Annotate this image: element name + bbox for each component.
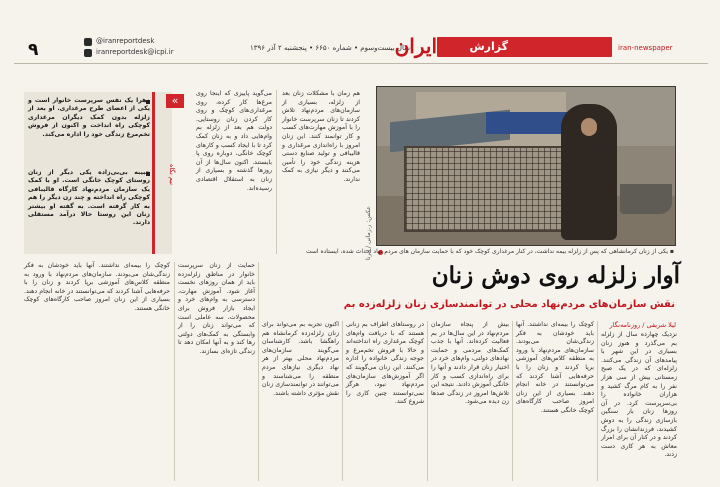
photo-caption: ▪ یکی از زنان کرمانشاهی که پس از زلزله بیمه نداشت، در کنار مرغداری کوچک خود که با حمایت سازمان های مردم نهاد احداث شده، ایستاده است: [305, 248, 674, 255]
social-handle[interactable]: @iranreportdesk: [96, 37, 155, 45]
sidebar-item-1: زهرا یک نفس سرپرست خانوار است و یکی از اعضای طرح مرغداری. او بعد از زلزله بدون کمک دیگران مرغداری کوچکی راه انداخت و اکنون از فروش تخم‌مرغ زندگی خود را اداره می‌کند.: [28, 97, 150, 138]
photo-frame: [376, 86, 676, 246]
body-column-2: کوچک را بیمه‌ای نداشتند. آنها باید خودشان به فکر زندگی‌شان می‌بودند. سازمان‌های مردم‌نهاد با ورود به منطقه کلاس‌های آموزشی برپا کردند و زنان را با حرفه‌هایی آشنا کردند که می‌توانستند در خانه انجام دهند. بسیاری از این زنان امروز صاحب کارگاه‌های کوچک خانگی هستند.: [516, 321, 594, 414]
sidebar-label: نیم نگاه: [168, 164, 176, 185]
quote-mark-icon: «: [166, 94, 184, 108]
body-column-7: کوچک را بیمه‌ای نداشتند. آنها باید خودشان به فکر زندگی‌شان می‌بودند. سازمان‌های مردم‌نهاد با ورود به منطقه کلاس‌های آموزشی برپا کردند و زنان را با حرفه‌هایی آشنا کردند که می‌توانستند در خانه انجام دهند. بسیاری از این زنان امروز صاحب کارگاه‌های کوچک خانگی هستند.: [24, 262, 170, 312]
text-column-photo-right: هم زمان با مشکلات زنان بعد از زلزله، بسیاری از سازمان‌های مردم‌نهاد تلاش کردند تا زنان سرپرست خانوار را با آموزش مهارت‌های کسب و کار توانمند کنند. این زنان امروز با راه‌اندازی مرغداری و قالیبافی و تولید صنایع دستی هزینه زندگی خود را تأمین می‌کنند و دیگر نیازی به کمک ندارند.: [282, 90, 360, 183]
newspaper-logo: ایران: [394, 34, 437, 58]
sidebar-item-2: حبیبه بی‌بی‌زاده یکی دیگر از زنان روستای کوچک خانگی است. او با کمک یک سازمان مردم‌نهاد کارگاه قالیبافی کوچکی راه انداخته و چند زن دیگر را هم به کار گرفته است. به گفته او بیشتر زنان این روستا حالا درآمد مستقلی دارند.: [28, 169, 150, 227]
sidebar-accent-bar: [152, 92, 155, 254]
column-divider: [342, 321, 343, 481]
column-divider: [427, 321, 428, 481]
article-headline[interactable]: آوار زلزله روی دوش زنان: [431, 262, 680, 289]
article-subhead: نقش سازمان‌های مردم‌نهاد محلی در توانمندسازی زنان زلزله‌زده بم: [343, 299, 675, 310]
email-icon: [84, 49, 92, 57]
column-divider: [597, 321, 598, 481]
body-column-6: حمایت از زنان سرپرست خانوار در مناطق زلزله‌زده باید از همان روزهای نخست آغاز شود. آموزش مهارت، دسترسی به وام‌های خرد و ایجاد بازار فروش برای محصولات، سه عاملی است که می‌تواند زنان را از وابستگی به کمک‌های دولتی رها کند و به آنها امکان دهد تا زندگی تازه‌ای بسازند.: [178, 262, 255, 355]
issue-dateline: سال بیست‌وسوم • شماره ۶۶۵۰ • پنجشنبه ۲ آذر ۱۳۹۶: [250, 44, 410, 52]
article-photo[interactable]: [376, 86, 676, 246]
photo-credit: عکس: ر.زمانی / ایرنا: [365, 206, 372, 260]
contact-block: [84, 36, 174, 58]
text-column-photo-left: می‌گوید پاییزی که اینجا روی مرغ‌ها کار کرده، روی مرغداری‌های کوچک و روی کار کردن زنان روستایی. دولت هم بعد از زلزله بم وام‌هایی داد و به زنان کمک کرد تا با ایجاد کسب و کارهای کوچک خانگی، دوباره روی پا بایستند. اکنون سال‌ها از آن روزها گذشته و بسیاری از زنان به استقلال اقتصادی رسیده‌اند.: [196, 90, 272, 192]
column-divider: [512, 321, 513, 481]
body-column-3: بیش از پنجاه سازمان مردم‌نهاد در این سال‌ها در بم فعالیت کرده‌اند. آنها با جذب کمک‌های مردمی و حمایت نهادهای دولتی، وام‌های خرد در اختیار زنان قرار دادند و آنها را برای راه‌اندازی کسب و کار خانگی آموزش دادند. نتیجه این تلاش‌ها امروز در زندگی صدها زن دیده می‌شود.: [431, 321, 509, 406]
section-banner: [437, 37, 612, 57]
article-byline: لیلا شریفی / روزنامه‌نگار: [609, 321, 676, 329]
body-column-1: نزدیک چهارده سال از زلزله بم می‌گذرد و هنوز زنان بسیاری در این شهر با پیامدهای آن زندگی می‌کنند. زلزله‌ای که در یک صبح زمستانی بیش از سی هزار نفر را به کام مرگ کشید و هزاران خانواده را بی‌سرپرست کرد. در آن روزها زنان بار سنگین بازسازی زندگی را به دوش کشیدند، فرزندانشان را بزرگ کردند و در کنار آن برای امرار معاش به هر کاری دست زدند.: [601, 331, 677, 459]
email-address[interactable]: iranreportdesk@icpi.ir: [96, 48, 174, 56]
telegram-icon: [84, 38, 92, 46]
column-divider: [276, 90, 277, 254]
email-line: [84, 47, 174, 58]
column-divider: [258, 262, 259, 481]
body-column-4: در روستاهای اطراف بم زنانی هستند که با دریافت وام‌های کوچک مرغداری راه انداخته‌اند و حالا با فروش تخم‌مرغ و جوجه زندگی خانواده را اداره می‌کنند. این زنان می‌گویند که اگر آموزش‌های سازمان‌های مردم‌نهاد نبود، هرگز نمی‌توانستند چنین کاری را شروع کنند.: [346, 321, 424, 406]
header-divider: [14, 63, 708, 64]
page-number: ۹: [28, 40, 39, 60]
column-divider: [174, 262, 175, 481]
social-line: [84, 36, 174, 47]
body-column-5: اکنون تجربه بم می‌تواند برای زنان زلزله‌زده کرمانشاه هم راهگشا باشد. کارشناسان می‌گویند سازمان‌های مردم‌نهاد محلی بهتر از هر نهاد دیگری نیازهای مردم منطقه را می‌شناسند و می‌توانند در توانمندسازی زنان نقش مؤثری داشته باشند.: [262, 321, 339, 397]
website-label[interactable]: iran-newspaper: [618, 44, 673, 52]
section-title: گزارش: [469, 40, 508, 53]
